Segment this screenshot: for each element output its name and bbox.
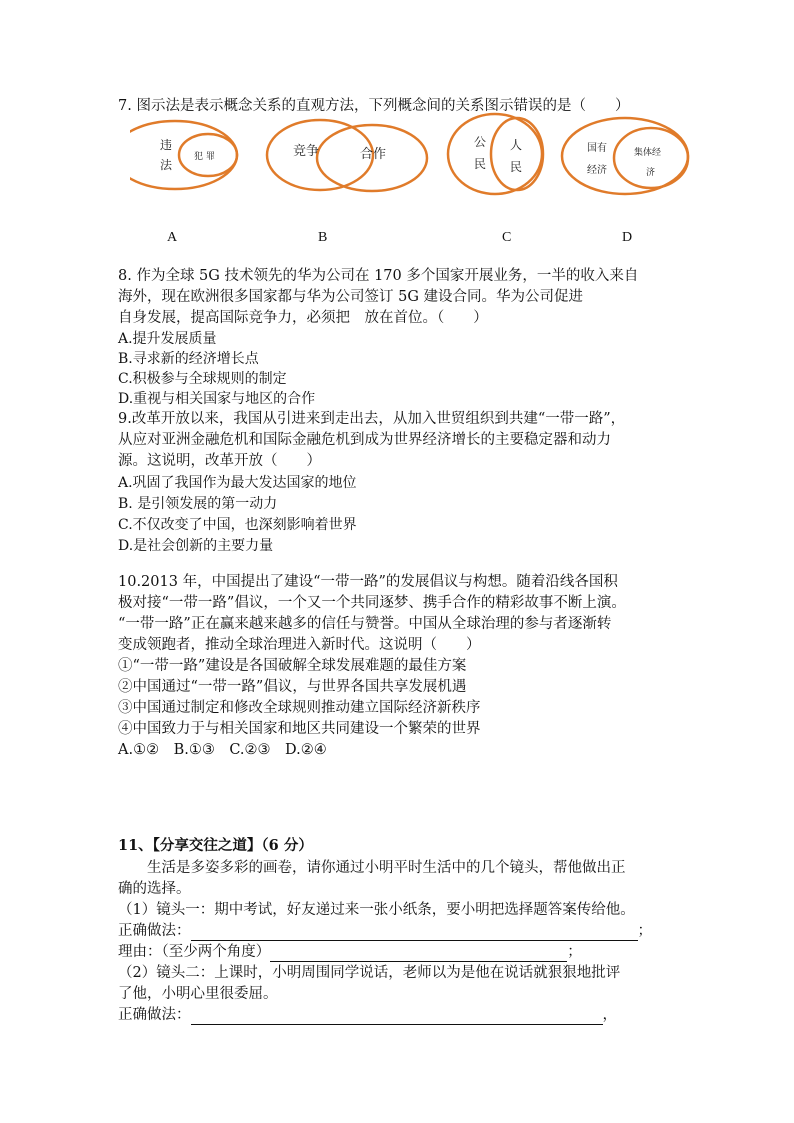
- q11-scene-1: （1）镜头一：期中考试，好友递过来一张小纸条，要小明把选择题答案传给他。: [118, 902, 635, 918]
- diagram-b-right-text: 合作: [360, 147, 387, 162]
- q10-statement-1: ①“一带一路”建设是各国破解全球发展难题的最佳方案: [118, 658, 467, 674]
- q11-scene-2-line-2: 了他，小明心里很委屈。: [118, 986, 278, 1002]
- q11-intro-line-1: 生活是多姿多彩的画卷，请你通过小明平时生活中的几个镜头，帮他做出正: [118, 860, 626, 876]
- diagram-c-outer-text-1: 公: [474, 135, 487, 149]
- diagram-a: [130, 121, 237, 189]
- q9-option-a: A.巩固了我国作为最大发达国家的地位: [118, 475, 357, 491]
- diagram-d: [562, 118, 688, 194]
- diagram-c-inner-text-2: 民: [510, 160, 523, 174]
- q8-line-2: 海外，现在欧洲很多国家都与华为公司签订 5G 建设合同。华为公司促进: [118, 289, 584, 305]
- q10-line-4: 变成领跑者，推动全球治理进入新时代。这说明（ ）: [118, 637, 481, 653]
- q10-line-3: “一带一路”正在赢来越来越多的信任与赞誉。中国从全球治理的参与者逐渐转: [118, 616, 612, 632]
- diagram-c-inner-ellipse: [491, 118, 543, 190]
- diagram-d-outer-ellipse: [562, 118, 688, 194]
- q11-scene1-correct-row: [118, 921, 652, 941]
- diagram-b: [267, 120, 427, 191]
- q8-option-c: C.积极参与全球规则的制定: [118, 371, 287, 387]
- diagram-d-inner-ellipse: [614, 128, 688, 188]
- q9-option-d: D.是社会创新的主要力量: [118, 538, 274, 554]
- q7-label-d: D: [622, 230, 633, 245]
- q11-heading: 11、【分享交往之道】（6 分）: [118, 837, 313, 854]
- q10-line-1: 10.2013 年，中国提出了建设“一带一路”的发展倡议与构想。随着沿线各国积: [118, 574, 618, 590]
- diagram-d-outer-text-2: 经济: [587, 165, 607, 176]
- q11-scene-2-line-1: （2）镜头二：上课时，小明周围同学说话，老师以为是他在说话就狠狠地批评: [118, 965, 621, 981]
- q9-line-3: 源。这说明，改革开放（ ）: [118, 453, 321, 469]
- q11-scene2-correct-comma: ，: [602, 1007, 617, 1023]
- q10-statement-4: ④中国致力于与相关国家和地区共同建设一个繁荣的世界: [118, 721, 481, 737]
- q10-statement-2: ②中国通过“一带一路”倡议，与世界各国共享发展机遇: [118, 679, 467, 695]
- q11-scene2-correct-answer-line[interactable]: [191, 1008, 603, 1025]
- q7-label-a: A: [167, 230, 178, 245]
- diagram-d-inner-text-2: 济: [646, 168, 656, 178]
- q11-scene1-reason-answer-line[interactable]: [270, 945, 567, 962]
- q11-scene2-correct-row: [118, 1005, 617, 1025]
- q11-scene1-reason-semicolon: ；: [567, 944, 582, 960]
- q9-line-1: 9.改革开放以来，我国从引进来到走出去，从加入世贸组织到共建“一带一路”，: [118, 411, 626, 427]
- q9-option-b: B. 是引领发展的第一动力: [118, 496, 278, 512]
- q8-line-3: 自身发展，提高国际竞争力，必须把 放在首位。（ ）: [118, 310, 488, 326]
- diagram-a-inner-text: 犯 罪: [194, 152, 215, 162]
- diagram-d-inner-text-1: 集体经: [634, 148, 662, 158]
- diagram-d-outer-text-1: 国有: [587, 143, 607, 154]
- diagram-c: [448, 114, 543, 194]
- q10-choices: A.①② B.①③ C.②③ D.②④: [118, 742, 327, 758]
- q11-scene1-correct-answer-line[interactable]: [191, 924, 638, 941]
- diagram-a-outer-text-2: 法: [160, 158, 173, 172]
- q11-intro-line-2: 确的选择。: [118, 881, 191, 897]
- q7-label-b: B: [318, 230, 328, 245]
- q7-stem: 7. 图示法是表示概念关系的直观方法，下列概念间的关系图示错误的是（ ）: [118, 98, 630, 114]
- q11-scene1-correct-label: 正确做法：: [118, 923, 191, 939]
- q8-option-d: D.重视与相关国家与地区的合作: [118, 391, 316, 407]
- q8-option-a: A.提升发展质量: [118, 331, 217, 347]
- q9-option-c: C.不仅改变了中国，也深刻影响着世界: [118, 517, 357, 533]
- diagram-c-inner-text-1: 人: [510, 138, 523, 152]
- diagram-b-left-text: 竞争: [293, 144, 320, 159]
- diagram-b-left-ellipse: [267, 120, 373, 190]
- q8-option-b: B.寻求新的经济增长点: [118, 351, 259, 367]
- q11-scene1-correct-semicolon: ；: [637, 923, 652, 939]
- q11-scene2-correct-label: 正确做法：: [118, 1007, 191, 1023]
- diagram-a-outer-text-1: 违: [160, 138, 173, 152]
- q9-line-2: 从应对亚洲金融危机和国际金融危机到成为世界经济增长的主要稳定器和动力: [118, 432, 611, 448]
- q10-line-2: 极对接“一带一路”倡议，一个又一个共同逐梦、携手合作的精彩故事不断上演。: [118, 595, 626, 611]
- q7-label-c: C: [502, 230, 512, 245]
- q8-line-1: 8. 作为全球 5G 技术领先的华为公司在 170 多个国家开展业务，一半的收入来自: [118, 268, 639, 284]
- diagram-c-outer-text-2: 民: [474, 157, 487, 171]
- diagram-a-outer-ellipse: [130, 121, 237, 189]
- q10-statement-3: ③中国通过制定和修改全球规则推动建立国际经济新秩序: [118, 700, 481, 716]
- diagram-c-outer-ellipse: [448, 114, 542, 194]
- q11-scene1-reason-row: [118, 942, 582, 962]
- q7-venn-diagrams: [130, 110, 710, 210]
- q11-scene1-reason-label: 理由：（至少两个角度）: [118, 944, 271, 960]
